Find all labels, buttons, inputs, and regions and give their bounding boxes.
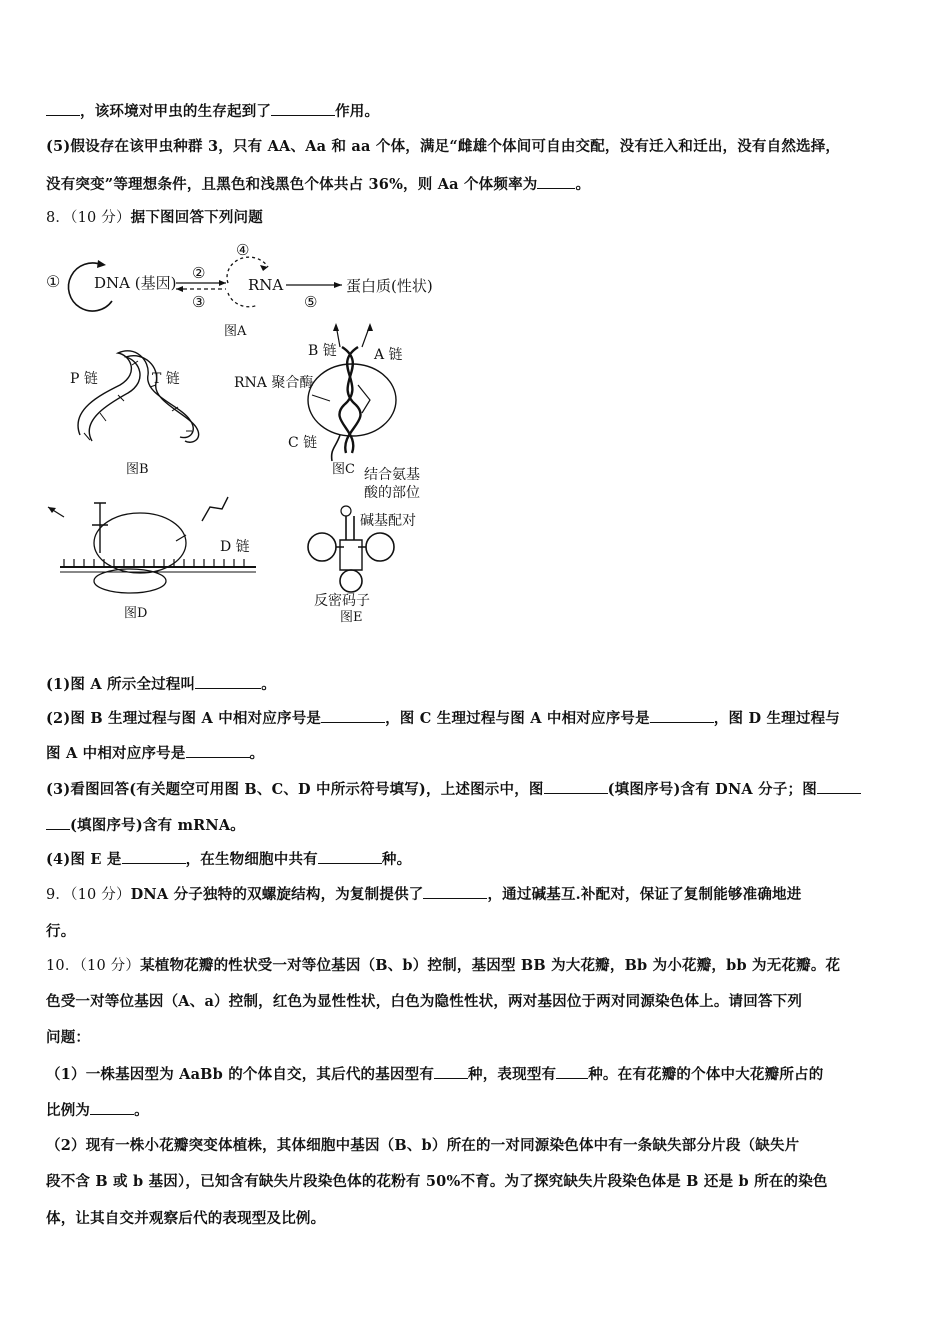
question-10-1a: （1）一株基因型为 AaBb 的个体自交，其后代的基因型有 种，表现型有 种。在有花瓣的个体中大花瓣所占的: [46, 1066, 824, 1083]
question-10c: 问题：: [46, 1029, 91, 1046]
binding-site-label-2: 酸的部位: [364, 485, 420, 501]
caption-e: 图E: [340, 610, 363, 625]
question-8-2a: (2)图 B 生理过程与图 A 中相对应序号是 ，图 C 生理过程与图 A 中相对应序号是 ，图 D 生理过程与: [46, 710, 840, 727]
caption-c: 图C: [332, 462, 355, 477]
trna-stem: [346, 516, 354, 540]
blank[interactable]: [817, 779, 861, 794]
trna-right: [202, 497, 228, 521]
caption-a: 图A: [224, 324, 247, 339]
blank[interactable]: [556, 1064, 588, 1079]
binding-site-label-1: 结合氨基: [364, 467, 420, 483]
blank[interactable]: [271, 101, 335, 116]
question-8-4: (4)图 E 是 ，在生物细胞中共有 种。: [46, 851, 412, 868]
blank[interactable]: [46, 101, 80, 116]
t-strand: [89, 356, 198, 443]
figure-b: [70, 351, 199, 477]
label-5: ⑤: [304, 293, 318, 311]
rna-polymerase-label: RNA 聚合酶: [234, 375, 314, 391]
question-8-title: 8．（10 分）据下图回答下列问题: [46, 209, 263, 226]
question-10-2b: 段不含 B 或 b 基因），已知含有缺失片段染色体的花粉有 50%不育。为了探究缺失片段染色体是 B 还是 b 所在的染色: [46, 1173, 828, 1190]
figure-d: [48, 497, 256, 621]
question-8-2b: 图 A 中相对应序号是 。: [46, 745, 265, 762]
caption-b: 图B: [126, 462, 149, 477]
line-3: 没有突变”等理想条件，且黑色和浅黑色个体共占 36%，则 Aa 个体频率为 。: [46, 176, 591, 193]
question-9a: 9．（10 分）DNA 分子独特的双螺旋结构，为复制提供了 ，通过碱基互.补配对，保证了复制能够准确地进: [46, 886, 802, 903]
blank[interactable]: [46, 815, 70, 830]
label-3: ③: [192, 293, 206, 311]
protein-label: 蛋白质(性状): [346, 277, 433, 295]
question-10b: 色受一对等位基因（A、a）控制，红色为显性性状，白色为隐性性状，两对基因位于两对同源染色体上。请回答下列: [46, 993, 803, 1010]
blank[interactable]: [423, 884, 487, 899]
blank[interactable]: [434, 1064, 468, 1079]
blank[interactable]: [90, 1100, 134, 1115]
question-8-3b: (填图序号)含有 mRNA。: [46, 815, 912, 836]
a-chain-label: A 链: [374, 347, 403, 363]
question-9b: 行。: [46, 923, 76, 940]
dna-gene-label: DNA (基因): [94, 274, 177, 292]
d-chain-label: D 链: [220, 539, 250, 555]
rna-label: RNA: [248, 276, 284, 294]
question-8-1: (1)图 A 所示全过程叫 。: [46, 676, 276, 693]
blank[interactable]: [195, 674, 261, 689]
blank[interactable]: [321, 708, 385, 723]
t-chain-label: T 链: [152, 371, 180, 387]
blank[interactable]: [186, 743, 250, 758]
figure-a: [46, 241, 433, 339]
question-8-3a: (3)看图回答(有关题空可用图 B、C、D 中所示符号填写)，上述图示中，图 (填图序号)含有 DNA 分子；图: [46, 779, 912, 800]
blank[interactable]: [544, 779, 608, 794]
question-10-1b: 比例为 。: [46, 1102, 149, 1119]
figure-c: [234, 323, 403, 477]
question-10a: 10．（10 分）某植物花瓣的性状受一对等位基因（B、b）控制，基因型 BB 为大花瓣，Bb 为小花瓣，bb 为无花瓣。花: [46, 957, 841, 974]
question-10-2c: 体，让其自交并观察后代的表现型及比例。: [46, 1210, 326, 1227]
t-loop: [366, 533, 394, 561]
base-pairing-label: 碱基配对: [360, 513, 416, 529]
amino-acid-site: [341, 506, 351, 516]
anticodon-loop: [340, 570, 362, 592]
p-chain-label: P 链: [70, 371, 98, 387]
blank[interactable]: [318, 849, 382, 864]
caption-d: 图D: [124, 606, 148, 621]
line-2: (5)假设存在该甲虫种群 3，只有 AA、Aa 和 aa 个体，满足“雌雄个体间可自由交配，没有迁入和迁出，没有自然选择，: [46, 138, 841, 155]
ribosome-large: [94, 513, 186, 573]
anticodon-label: 反密码子: [314, 593, 370, 609]
b-chain-label: B 链: [308, 343, 337, 359]
d-loop: [308, 533, 336, 561]
label-2: ②: [192, 264, 206, 282]
figure-e: [308, 466, 420, 625]
question-10-2a: （2）现有一株小花瓣突变体植株，其体细胞中基因（B、b）所在的一对同源染色体中有一条缺失部分片段（缺失片: [46, 1137, 800, 1154]
blank[interactable]: [650, 708, 714, 723]
blank[interactable]: [537, 174, 575, 189]
c-strand: [332, 435, 340, 461]
blank[interactable]: [122, 849, 186, 864]
label-4: ④: [236, 241, 250, 259]
line-1: ，该环境对甲虫的生存起到了 作用。: [46, 101, 912, 122]
c-chain-label: C 链: [288, 435, 318, 451]
figure-group: [40, 235, 460, 625]
label-1: ①: [46, 272, 61, 291]
